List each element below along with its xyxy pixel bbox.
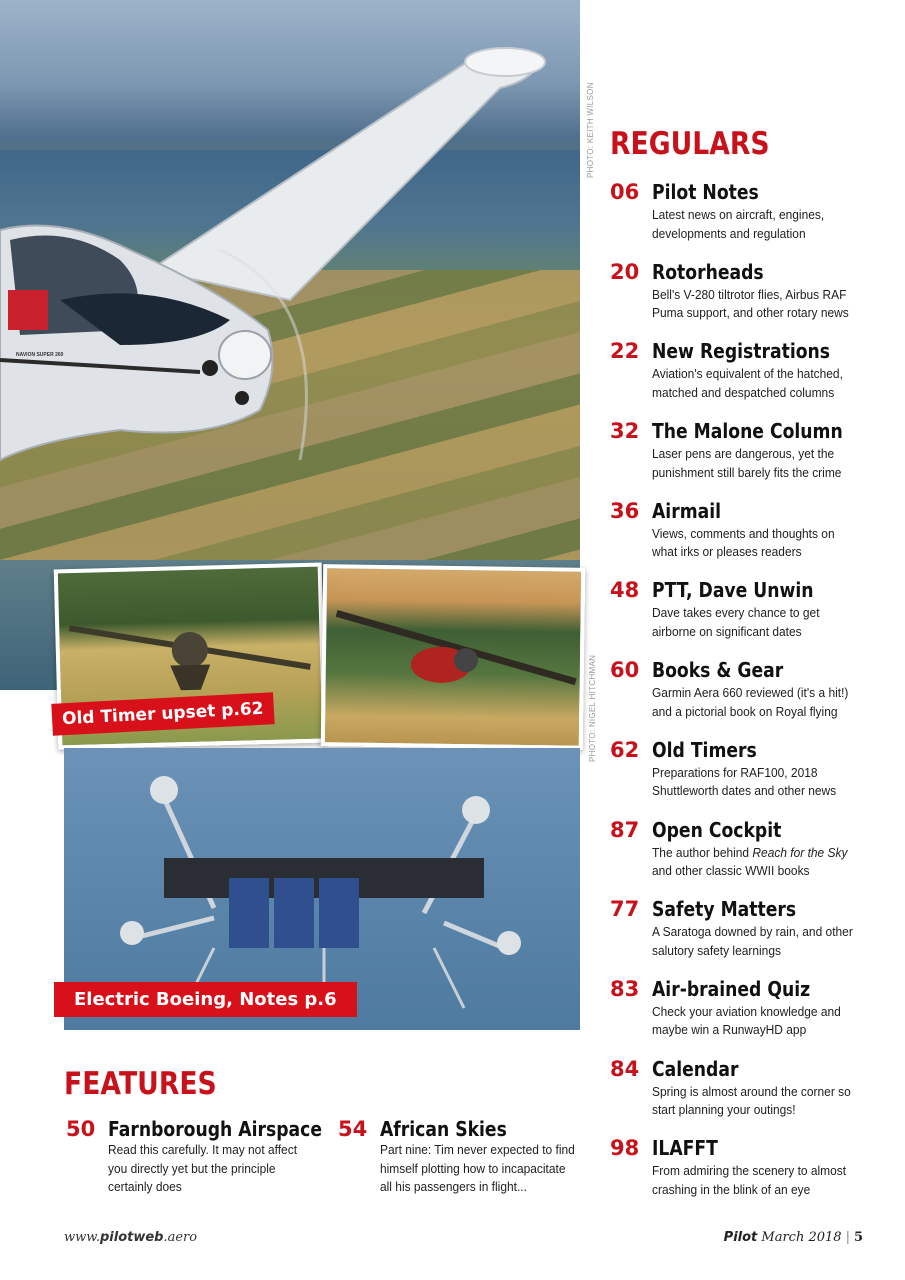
- regular-page-number: 22: [610, 339, 640, 364]
- regular-description: Preparations for RAF100, 2018 Shuttleworth dates and other news: [652, 764, 837, 799]
- regular-page-number: 62: [610, 737, 640, 762]
- regular-page-number: 84: [610, 1056, 640, 1081]
- regular-item[interactable]: [610, 977, 900, 1057]
- regular-title: Airmail: [652, 498, 722, 523]
- regular-title: Books & Gear: [652, 658, 784, 683]
- regular-title: Old Timers: [652, 737, 757, 762]
- regular-description: The author behind Reach for the Sky and other classic WWII books: [652, 844, 848, 878]
- photo-credit-old-timer: PHOTO: NIGEL HITCHMAN: [588, 654, 597, 762]
- regular-item[interactable]: [610, 180, 900, 260]
- regular-description: Garmin Aera 660 reviewed (it's a hit!) and a pictorial book on Royal flying: [652, 685, 849, 719]
- regular-page-number: 77: [610, 897, 640, 922]
- regular-description: Views, comments and thoughts on what irks or pleases readers: [652, 525, 835, 560]
- feature-page-number: 50: [66, 1117, 96, 1141]
- regular-item[interactable]: [610, 1136, 900, 1216]
- regular-page-number: 83: [610, 976, 640, 1001]
- old-timer-photo-2: [321, 564, 586, 750]
- regular-title: Calendar: [652, 1056, 739, 1081]
- regular-title: ILAFFT: [652, 1136, 718, 1161]
- regular-title: Rotorheads: [652, 259, 764, 284]
- regular-item[interactable]: [610, 897, 900, 977]
- feature-page-number: 54: [338, 1117, 368, 1141]
- regular-item[interactable]: [610, 419, 900, 499]
- regular-item[interactable]: [610, 499, 900, 579]
- regular-title: New Registrations: [652, 339, 831, 364]
- regular-description: Latest news on aircraft, engines, developments and regulation: [652, 207, 825, 241]
- regular-page-number: 87: [610, 817, 640, 842]
- features-heading: FEATURES: [64, 1066, 217, 1102]
- regular-description: Laser pens are dangerous, yet the punishment still barely fits the crime: [652, 446, 842, 480]
- issue-date: March 2018: [761, 1230, 842, 1245]
- regular-item[interactable]: [610, 738, 900, 818]
- regular-item[interactable]: [610, 260, 900, 340]
- aircraft-label: NAVION SUPER 260: [16, 352, 64, 358]
- regular-page-number: 36: [610, 498, 640, 523]
- regular-description: From admiring the scenery to almost crashing in the blink of an eye: [652, 1163, 847, 1197]
- regular-page-number: 48: [610, 578, 640, 603]
- page-folio: [724, 1230, 863, 1245]
- regular-item[interactable]: [610, 658, 900, 738]
- regular-title: Open Cockpit: [652, 817, 782, 842]
- regular-page-number: 32: [610, 419, 640, 444]
- regular-page-number: 98: [610, 1136, 640, 1161]
- regular-item[interactable]: [610, 1057, 900, 1137]
- old-timer-caption: Old Timer upset p.62: [51, 692, 274, 736]
- page-number: 5: [853, 1230, 863, 1245]
- regular-title: Air-brained Quiz: [652, 976, 811, 1001]
- regular-description: Bell's V-280 tiltrotor flies, Airbus RAF Puma support, and other rotary news: [652, 286, 849, 321]
- regular-item[interactable]: [610, 578, 900, 658]
- regular-page-number: 60: [610, 658, 640, 683]
- regular-description: Spring is almost around the corner so start planning your outings!: [652, 1083, 851, 1118]
- regular-description: Aviation's equivalent of the hatched, matched and despatched columns: [652, 366, 843, 400]
- photo-credit-hero: PHOTO: KEITH WILSON: [586, 82, 595, 178]
- feature-description: Part nine: Tim never expected to find himself plotting how to incapacitate all his passengers in flight...: [380, 1142, 575, 1194]
- regular-item[interactable]: [610, 818, 900, 898]
- regular-page-number: 06: [610, 180, 640, 204]
- regular-description: Check your aviation knowledge and maybe win a RunwayHD app: [652, 1003, 841, 1038]
- magazine-name: Pilot: [723, 1230, 758, 1245]
- regular-title: Pilot Notes: [652, 180, 759, 204]
- regular-title: The Malone Column: [652, 419, 843, 444]
- folio-separator: |: [845, 1230, 850, 1245]
- regular-page-number: 20: [610, 259, 640, 284]
- regular-description: A Saratoga downed by rain, and other salutory safety learnings: [652, 924, 853, 958]
- feature-title: African Skies: [380, 1117, 507, 1141]
- feature-title: Farnborough Airspace: [108, 1117, 323, 1141]
- electric-boeing-caption: Electric Boeing, Notes p.6: [54, 982, 357, 1017]
- regular-description: Dave takes every chance to get airborne on significant dates: [652, 605, 820, 639]
- regulars-list: [610, 180, 900, 1216]
- website-url[interactable]: www.pilotweb.aero: [64, 1230, 198, 1245]
- regular-item[interactable]: [610, 339, 900, 419]
- feature-description: Read this carefully. It may not affect you directly yet but the principle certainly does: [108, 1142, 298, 1194]
- regulars-heading: REGULARS: [610, 126, 770, 162]
- regular-title: Safety Matters: [652, 897, 797, 922]
- regular-title: PTT, Dave Unwin: [652, 578, 814, 603]
- red-monoplane-illustration: [325, 568, 586, 750]
